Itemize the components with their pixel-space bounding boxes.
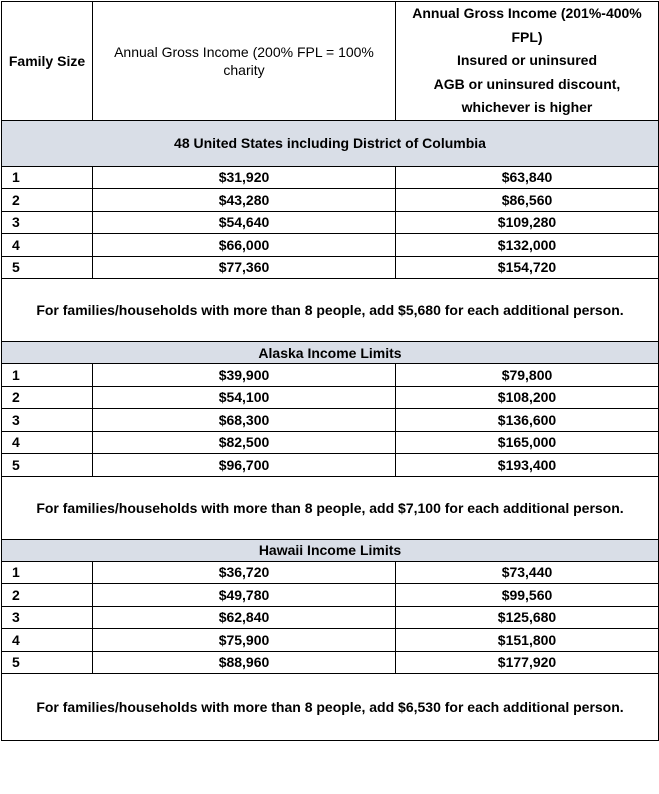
table-row [2,211,659,234]
header-charity-column: Annual Gross Income (200% FPL = 100% charity [93,2,396,121]
additional-person-note-row [2,279,659,342]
table-row [2,386,659,409]
family-size-cell: 4 [2,431,93,454]
table-row [2,256,659,279]
family-size-cell: 4 [2,234,93,257]
family-size-cell: 3 [2,606,93,629]
income-limits-table [1,1,659,741]
region-title: 48 United States including District of Columbia [2,120,659,166]
charity-limit-cell: $82,500 [93,431,396,454]
table-row [2,584,659,607]
discount-limit-cell: $63,840 [396,166,659,189]
charity-limit-cell: $39,900 [93,364,396,387]
charity-limit-cell: $77,360 [93,256,396,279]
discount-limit-cell: $73,440 [396,561,659,584]
discount-limit-cell: $154,720 [396,256,659,279]
charity-limit-cell: $68,300 [93,409,396,432]
discount-limit-cell: $193,400 [396,454,659,477]
discount-limit-cell: $125,680 [396,606,659,629]
discount-limit-cell: $132,000 [396,234,659,257]
table-row [2,561,659,584]
header-family-size: Family Size [2,2,93,121]
discount-limit-cell: $136,600 [396,409,659,432]
family-size-cell: 5 [2,454,93,477]
region-title: Alaska Income Limits [2,342,659,364]
family-size-cell: 4 [2,629,93,652]
family-size-cell: 5 [2,651,93,674]
discount-limit-cell: $99,560 [396,584,659,607]
additional-person-note: For families/households with more than 8 people, add $5,680 for each additional person. [2,279,659,342]
table-row [2,606,659,629]
charity-limit-cell: $62,840 [93,606,396,629]
charity-limit-cell: $49,780 [93,584,396,607]
family-size-cell: 1 [2,561,93,584]
charity-limit-cell: $66,000 [93,234,396,257]
table-row [2,651,659,674]
family-size-cell: 3 [2,211,93,234]
charity-limit-cell: $88,960 [93,651,396,674]
discount-limit-cell: $86,560 [396,189,659,212]
family-size-cell: 5 [2,256,93,279]
header-discount-column [396,2,659,121]
charity-limit-cell: $96,700 [93,454,396,477]
table-row [2,629,659,652]
table-row [2,454,659,477]
charity-limit-cell: $36,720 [93,561,396,584]
table-row [2,364,659,387]
family-size-cell: 1 [2,364,93,387]
discount-limit-cell: $109,280 [396,211,659,234]
family-size-cell: 1 [2,166,93,189]
additional-person-note: For families/households with more than 8 people, add $7,100 for each additional person. [2,476,659,539]
region-title: Hawaii Income Limits [2,539,659,561]
family-size-cell: 3 [2,409,93,432]
charity-limit-cell: $54,100 [93,386,396,409]
discount-limit-cell: $165,000 [396,431,659,454]
additional-person-note: For families/households with more than 8 people, add $6,530 for each additional person. [2,674,659,741]
region-header-contiguous-us [2,120,659,166]
header-discount-line2: Insured or uninsured [456,52,597,68]
charity-limit-cell: $75,900 [93,629,396,652]
table-row [2,409,659,432]
discount-limit-cell: $151,800 [396,629,659,652]
header-discount-line3: AGB or uninsured discount, whichever is higher [433,75,621,115]
region-header-alaska [2,342,659,364]
family-size-cell: 2 [2,386,93,409]
charity-limit-cell: $31,920 [93,166,396,189]
family-size-cell: 2 [2,189,93,212]
family-size-cell: 2 [2,584,93,607]
discount-limit-cell: $79,800 [396,364,659,387]
table-row [2,431,659,454]
table-row [2,166,659,189]
table-row [2,234,659,257]
discount-limit-cell: $177,920 [396,651,659,674]
header-row [2,2,659,121]
header-discount-line1: Annual Gross Income (201%-400% FPL) [412,5,642,45]
additional-person-note-row [2,674,659,741]
discount-limit-cell: $108,200 [396,386,659,409]
table-row [2,189,659,212]
region-header-hawaii [2,539,659,561]
charity-limit-cell: $54,640 [93,211,396,234]
additional-person-note-row [2,476,659,539]
charity-limit-cell: $43,280 [93,189,396,212]
